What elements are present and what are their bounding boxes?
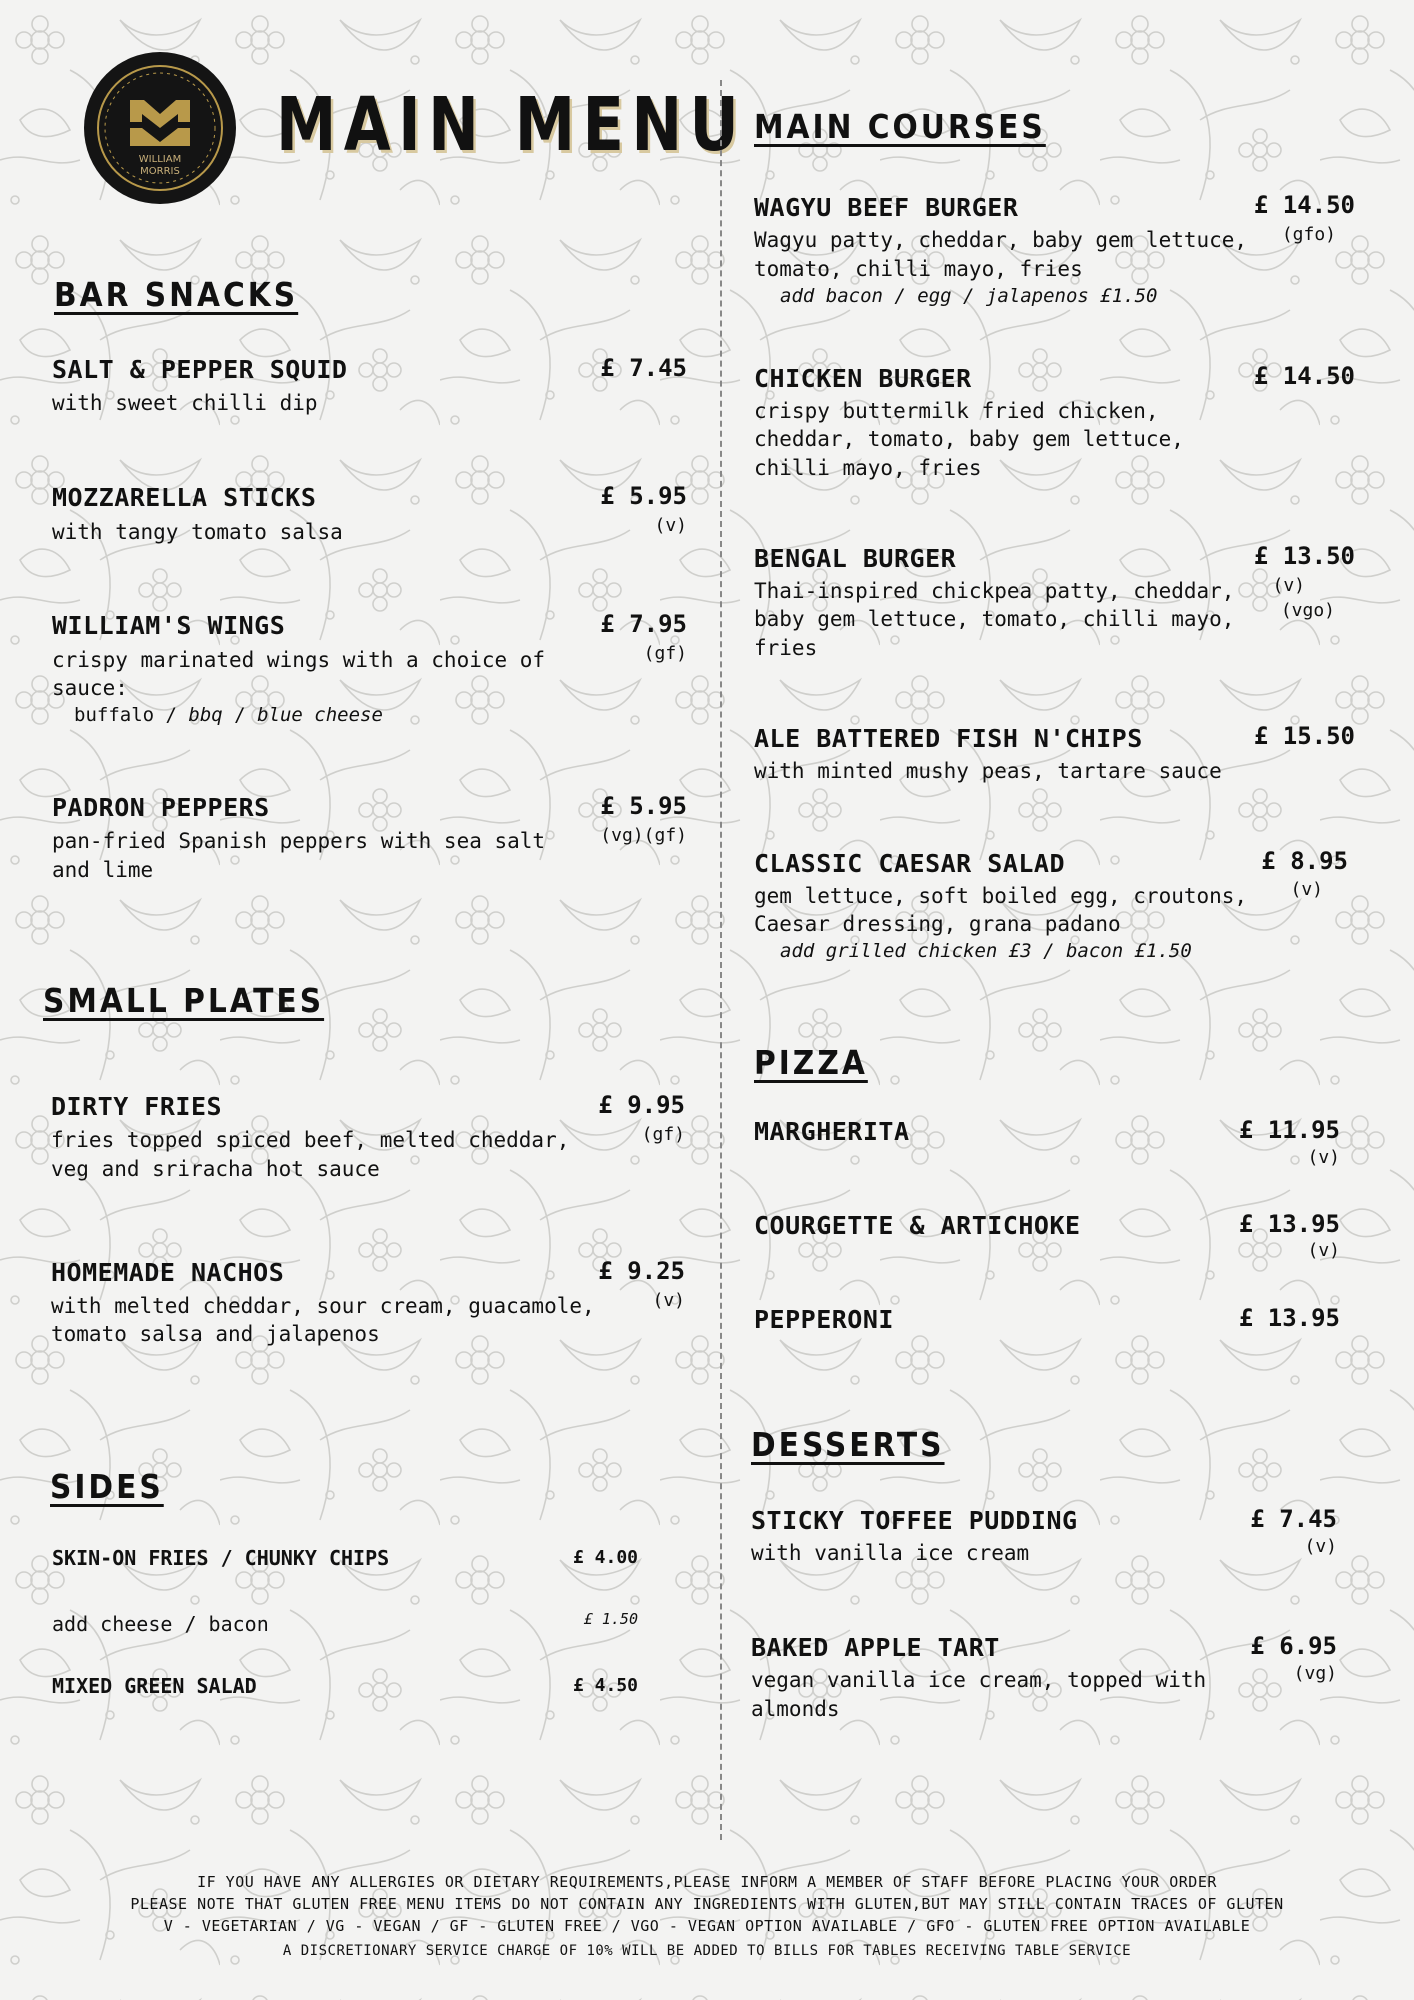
dietary-tag: (gfo) <box>1281 224 1336 245</box>
item-name: STICKY TOFFEE PUDDING <box>751 1506 1078 1535</box>
footer-allergy-note: IF YOU HAVE ANY ALLERGIES OR DIETARY REQUIREMENTS,PLEASE INFORM A MEMBER OF STAFF BEFORE PLACING YOUR ORDER <box>197 1873 1217 1891</box>
item-name: PEPPERONI <box>754 1305 894 1334</box>
sauce-options: buffalo / bbq / blue cheese <box>74 704 383 726</box>
item-description: sauce: <box>52 676 128 700</box>
item-description: Caesar dressing, grana padano <box>754 912 1121 936</box>
item-price: £ 14.50 <box>1253 362 1355 390</box>
side-name: MIXED GREEN SALAD <box>52 1674 257 1698</box>
item-addon: add grilled chicken £3 / bacon £1.50 <box>780 940 1192 962</box>
item-description: baby gem lettuce, tomato, chilli mayo, <box>754 607 1235 631</box>
item-price: £ 13.95 <box>1238 1210 1340 1238</box>
item-price: £ 9.95 <box>598 1091 685 1119</box>
dietary-tag: (v) <box>1307 1240 1340 1261</box>
item-name: PADRON PEPPERS <box>52 793 270 822</box>
item-name: COURGETTE & ARTICHOKE <box>754 1211 1081 1240</box>
item-price: £ 6.95 <box>1250 1632 1337 1660</box>
item-name: DIRTY FRIES <box>51 1092 223 1121</box>
item-description: fries topped spiced beef, melted cheddar, <box>51 1128 570 1152</box>
section-heading-sides: SIDES <box>50 1467 164 1506</box>
item-price: £ 11.95 <box>1238 1116 1340 1144</box>
logo <box>84 52 236 204</box>
item-name: BAKED APPLE TART <box>751 1633 1000 1662</box>
footer-gluten-note: PLEASE NOTE THAT GLUTEN FREE MENU ITEMS DO NOT CONTAIN ANY INGREDIENTS WITH GLUTEN,BUT MAY STILL CONTAIN TRACES OF GLUTEN <box>130 1895 1284 1913</box>
item-description: gem lettuce, soft boiled egg, croutons, <box>754 884 1248 908</box>
svg-text:WILLIAM: WILLIAM <box>138 154 182 165</box>
item-name: ALE BATTERED FISH N'CHIPS <box>754 724 1143 753</box>
logo-emblem-icon <box>84 52 236 204</box>
item-price: £ 5.95 <box>600 482 687 510</box>
item-name: WAGYU BEEF BURGER <box>754 193 1019 222</box>
item-description: crispy marinated wings with a choice of <box>52 648 546 672</box>
item-description: with melted cheddar, sour cream, guacamole, <box>51 1294 595 1318</box>
dietary-tag: (vgo) <box>1280 600 1335 621</box>
item-price: £ 7.45 <box>600 354 687 382</box>
section-heading-bar-snacks: BAR SNACKS <box>54 275 299 314</box>
side-price: £ 1.50 <box>583 1610 638 1628</box>
dietary-tag: (vg)(gf) <box>600 825 687 846</box>
item-description: chilli mayo, fries <box>754 456 982 480</box>
dietary-tag: (v) <box>1307 1147 1340 1168</box>
item-description: with minted mushy peas, tartare sauce <box>754 759 1222 783</box>
footer-dietary-key: V - VEGETARIAN / VG - VEGAN / GF - GLUTEN FREE / VGO - VEGAN OPTION AVAILABLE / GFO - GLUTEN FREE OPTION AVAILABLE <box>163 1917 1251 1935</box>
dietary-tag: (gf) <box>643 643 687 664</box>
side-name: SKIN-ON FRIES / CHUNKY CHIPS <box>52 1546 390 1570</box>
item-name: MARGHERITA <box>754 1117 910 1146</box>
section-heading-small-plates: SMALL PLATES <box>43 981 325 1020</box>
item-price: £ 15.50 <box>1253 722 1355 750</box>
item-description: cheddar, tomato, baby gem lettuce, <box>754 427 1184 451</box>
item-description: veg and sriracha hot sauce <box>51 1157 380 1181</box>
dietary-tag: (gf) <box>641 1124 685 1145</box>
item-name: MOZZARELLA STICKS <box>52 483 317 512</box>
item-description: tomato, chilli mayo, fries <box>754 257 1083 281</box>
item-name: BENGAL BURGER <box>754 544 957 573</box>
section-heading-pizza: PIZZA <box>754 1043 868 1082</box>
item-name: WILLIAM'S WINGS <box>52 611 286 640</box>
dietary-tag: (vg) <box>1293 1663 1337 1684</box>
item-addon: add bacon / egg / jalapenos £1.50 <box>780 285 1158 307</box>
item-description: pan-fried Spanish peppers with sea salt <box>52 829 546 853</box>
page-title: MAIN MENU <box>276 82 747 168</box>
side-price: £ 4.50 <box>572 1675 638 1696</box>
svg-text:MORRIS: MORRIS <box>140 166 180 177</box>
side-name: add cheese / bacon <box>52 1612 269 1636</box>
footer-service-charge: A DISCRETIONARY SERVICE CHARGE OF 10% WILL BE ADDED TO BILLS FOR TABLES RECEIVING TABLE SERVICE <box>282 1943 1132 1959</box>
item-name: HOMEMADE NACHOS <box>51 1258 285 1287</box>
section-heading-desserts: DESSERTS <box>751 1425 945 1464</box>
section-heading-main-courses: MAIN COURSES <box>754 107 1046 146</box>
item-price: £ 9.25 <box>598 1257 685 1285</box>
item-description: tomato salsa and jalapenos <box>51 1322 380 1346</box>
dietary-tag: (v) <box>1304 1536 1337 1557</box>
item-price: £ 7.45 <box>1250 1505 1337 1533</box>
side-price: £ 4.00 <box>572 1547 638 1568</box>
item-description: almonds <box>751 1697 840 1721</box>
dietary-tag: (v) <box>1290 879 1323 900</box>
dietary-tag: (v) <box>652 1290 685 1311</box>
item-description: crispy buttermilk fried chicken, <box>754 399 1159 423</box>
item-price: £ 13.95 <box>1238 1304 1340 1332</box>
item-description: Wagyu patty, cheddar, baby gem lettuce, <box>754 228 1248 252</box>
item-price: £ 5.95 <box>600 792 687 820</box>
item-name: CLASSIC CAESAR SALAD <box>754 849 1066 878</box>
item-description: with vanilla ice cream <box>751 1541 1030 1565</box>
item-description: and lime <box>52 858 154 882</box>
dietary-tag: (v) <box>654 515 687 536</box>
item-description: Thai-inspired chickpea patty, cheddar, <box>754 579 1235 603</box>
item-price: £ 13.50 <box>1253 542 1355 570</box>
item-price: £ 14.50 <box>1253 191 1355 219</box>
item-price: £ 7.95 <box>600 610 687 638</box>
item-description: fries <box>754 636 818 660</box>
item-price: £ 8.95 <box>1261 847 1348 875</box>
item-description: with tangy tomato salsa <box>52 520 343 544</box>
column-divider <box>720 80 722 1840</box>
item-description: with sweet chilli dip <box>52 391 318 415</box>
item-name: SALT & PEPPER SQUID <box>52 355 348 384</box>
item-description: vegan vanilla ice cream, topped with <box>751 1668 1207 1692</box>
dietary-tag: (v) <box>1272 575 1305 596</box>
item-name: CHICKEN BURGER <box>754 364 972 393</box>
